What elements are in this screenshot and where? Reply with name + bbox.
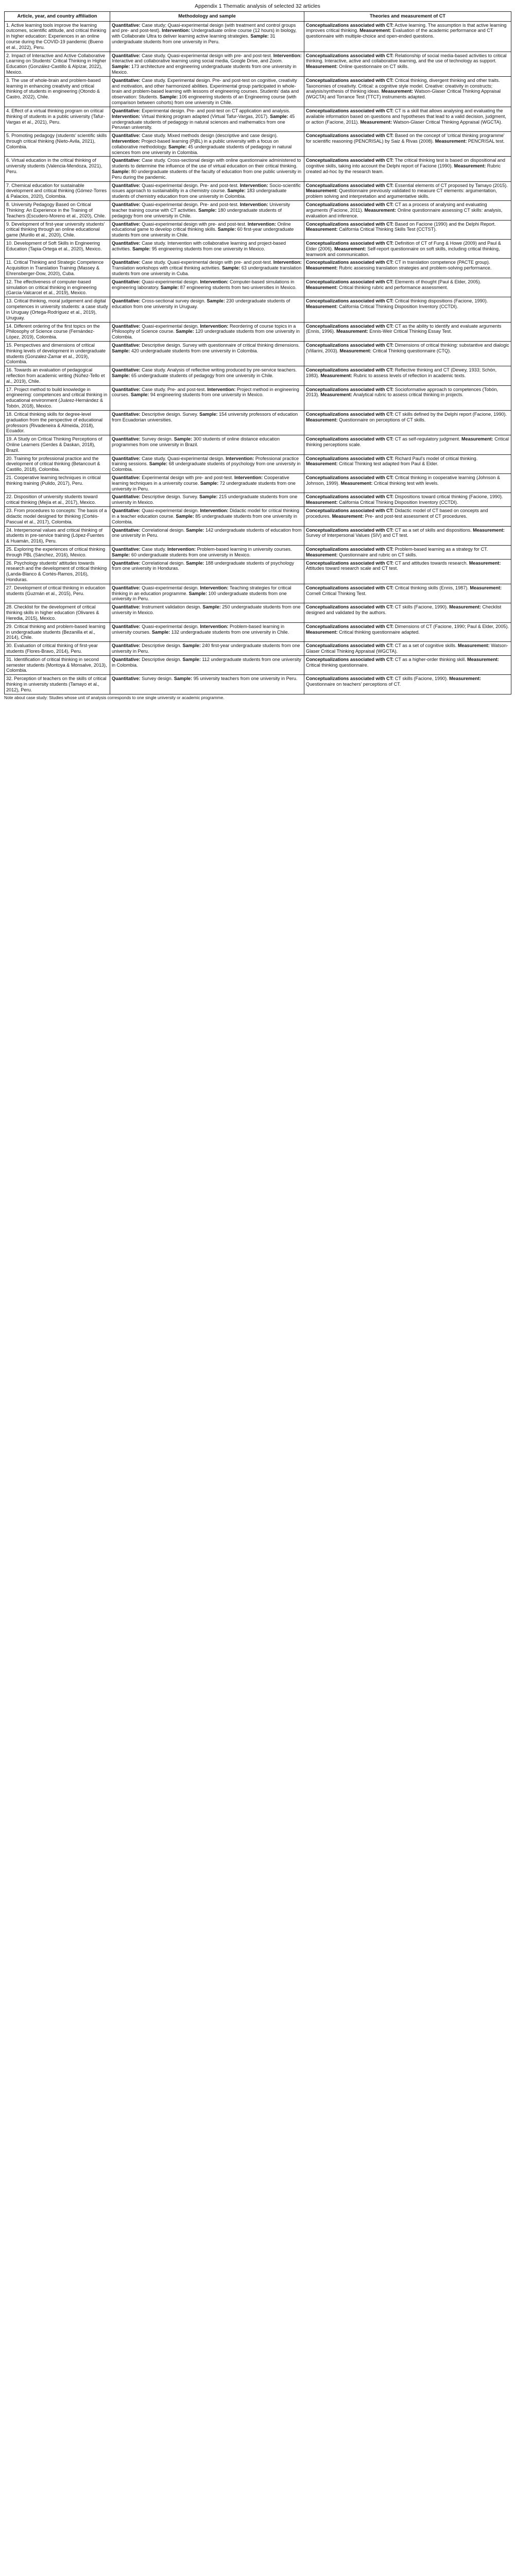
table-row [5, 220, 511, 239]
cell-theory: Conceptualizations associated with CT: CT as the ability to identify and evaluate arguments (Ennis, 1996). Measurement: Ennis-Weir Critical Thinking Essay Test. [304, 322, 511, 341]
cell-article: 9. Development of first-year university students' critical thinking through an online educational game (Murillo et al., 2020), Chile. [5, 220, 110, 239]
cell-article: 23. From procedures to concepts: The basis of a didactic model designed for thinking (Cortés-Pascual et al., 2017), Colombia. [5, 507, 110, 526]
cell-theory: Conceptualizations associated with CT: CT skills (Facione, 1990). Measurement: Checklist designed and validated by the authors. [304, 603, 511, 622]
cell-method: Quantitative: Instrument validation design. Sample: 250 undergraduate students from one university in Mexico. [110, 603, 304, 622]
cell-article: 18. Critical thinking skills for degree-level graduation from the perspective of educational professors (Rivadeneira & Almeida, 2018), Ecuador. [5, 410, 110, 435]
cell-method: Quantitative: Case study. Experimental design. Pre- and post-test on cognitive, creativity and motivation, and other harmonized abilities. Experimental group participated in whole-brain and problem-based learning with lessons of engineering courses. Students' data and observation: Students. Sample: 106 engineering students of an Engineering course (with comparison between cohorts) from one university in Chile. [110, 76, 304, 107]
cell-method: Quantitative: Quasi-experimental design. Intervention: Computer-based simulations in engineering laboratory. Sample: 87 engineering students from two universities in Mexico. [110, 278, 304, 297]
header-article: Article, year, and country affiliation [5, 12, 110, 21]
cell-theory: Conceptualizations associated with CT: Reflective thinking and CT (Dewey, 1933; Schön, 1983). Measurement: Rubric to assess levels of reflection in academic texts. [304, 366, 511, 385]
cell-method: Quantitative: Descriptive design. Sample: 112 undergraduate students from one university in Colombia. [110, 655, 304, 674]
table-row [5, 507, 511, 526]
cell-method: Quantitative: Quasi-experimental design. Intervention: Reordering of course topics in a Philosophy of Science course. Sample: 120 undergraduate students from one university in Colombia. [110, 322, 304, 341]
cell-theory: Conceptualizations associated with CT: Critical thinking, divergent thinking and other traits. Taxonomies of creativity. Critical: a cognitive style model. Creative: creativity in constructs; analysis/synthesis of thinking ideas. Measurement: Watson-Glaser Critical Thinking Appraisal (WGCTA) and Torrance Test (TTCT) instruments adapted. [304, 76, 511, 107]
cell-theory: Conceptualizations associated with CT: Dimensions of CT (Facione, 1990; Paul & Elder, 2005). Measurement: Critical thinking questionnaire adapted. [304, 622, 511, 641]
cell-method: Quantitative: Correlational design. Sample: 142 undergraduate students of education from one university in Peru. [110, 526, 304, 545]
cell-theory: Conceptualizations associated with CT: Elements of thought (Paul & Elder, 2005). Measurement: Critical thinking rubric and performance assessment. [304, 278, 511, 297]
cell-article: 2. Impact of Interactive and Active Collaborative Learning on Students' Critical Thinking in Higher Education (González-Castillo & Alpízar, 2022), Mexico. [5, 52, 110, 76]
cell-method: Quantitative: Case study. Quasi-experimental design with pre- and post-test. Intervention: Interactive and collaborative learning using social media, Google Drive, and Zoom. Sample: 173 architecture and engineering undergraduate students from one university in Mexico. [110, 52, 304, 76]
cell-method: Quantitative: Case study. Cross-sectional design with online questionnaire administered to students to determine the influence of the use of virtual education on their critical thinking. Sample: 80 undergraduate students of the faculty of education from one public university in Peru during the pandemic. [110, 157, 304, 181]
table-row [5, 435, 511, 454]
table-row [5, 107, 511, 131]
table-row [5, 21, 511, 52]
cell-article: 29. Critical thinking and problem-based learning in undergraduate students (Bezanilla et al., 2014), Chile. [5, 622, 110, 641]
table-row [5, 181, 511, 200]
table-row [5, 157, 511, 181]
cell-theory: Conceptualizations associated with CT: Socioformative approach to competences (Tobón, 2013). Measurement: Analytical rubric to assess critical thinking in projects. [304, 385, 511, 410]
cell-method: Quantitative: Case study. Pre- and post-test. Intervention: Project method in engineering courses. Sample: 94 engineering students from one university in Mexico. [110, 385, 304, 410]
cell-article: 14. Different ordering of the first topics on the Philosophy of Science course (Fernández-López, 2019), Colombia. [5, 322, 110, 341]
cell-theory: Conceptualizations associated with CT: Critical thinking dispositions (Facione, 1990). Measurement: California Critical Thinking Disposition Inventory (CCTDI). [304, 297, 511, 322]
cell-theory: Conceptualizations associated with CT: Definition of CT of Fung & Howe (2009) and Paul & Elder (2006). Measurement: Self-report questionnaire on soft skills, including critical thinking, teamwork and communication. [304, 239, 511, 258]
cell-method: Quantitative: Survey design. Sample: 300 students of online distance education programmes from one university in Brazil. [110, 435, 304, 454]
table-row [5, 655, 511, 674]
table-title: Appendix 1 Thematic analysis of selected 32 articles [195, 3, 320, 9]
table-row [5, 559, 511, 584]
cell-article: 31. Identification of critical thinking in second semester students (Montoya & Monsalve, 2013), Colombia. [5, 655, 110, 674]
cell-article: 25. Exploring the experiences of critical thinking through PBL (Sánchez, 2016), Mexico. [5, 545, 110, 559]
table-row [5, 322, 511, 341]
header-theory: Theories and measurement of CT [304, 12, 511, 21]
cell-theory: Conceptualizations associated with CT: Active learning. The assumption is that active learning improves critical thinking. Measurement: Evaluation of the academic performance and CT questionnaire with multiple-choice and open-ended questions. [304, 21, 511, 52]
cell-article: 24. Interpersonal values and critical thinking of students in pre-service training (López-Fuentes & Huamán, 2016), Peru. [5, 526, 110, 545]
cell-article: 21. Cooperative learning techniques in critical thinking training (Pulido, 2017), Peru. [5, 474, 110, 493]
cell-theory: Conceptualizations associated with CT: CT and attitudes towards research. Measurement: Attitudes toward research scale and CT test. [304, 559, 511, 584]
table-row [5, 474, 511, 493]
cell-method: Quantitative: Quasi-experimental design. Intervention: Teaching strategies for critical thinking in an education programme. Sample: 100 undergraduate students from one university in Peru. [110, 584, 304, 603]
cell-method: Quantitative: Case study. Quasi-experimental design with pre- and post-test. Intervention: Translation workshops with critical thinking activities. Sample: 63 undergraduate translation students from one university in Cuba. [110, 259, 304, 278]
cell-theory: Conceptualizations associated with CT: CT as a higher-order thinking skill. Measurement: Critical thinking questionnaire. [304, 655, 511, 674]
cell-method: Quantitative: Experimental design with pre- and post-test. Intervention: Cooperative learning techniques in a university course. Sample: 72 undergraduate students from one university in Peru. [110, 474, 304, 493]
cell-method: Quantitative: Descriptive design. Survey. Sample: 215 undergraduate students from one university in Mexico. [110, 493, 304, 507]
cell-theory: Conceptualizations associated with CT: Essential elements of CT proposed by Tamayo (2015). Measurement: Questionnaire previously validated to measure CT elements: argumentation, problem solving and interpretation and argumentative skills. [304, 181, 511, 200]
cell-article: 19. A Study on Critical Thinking Perceptions of Online Learners (Gerdes & Daskan, 2018), Brazil. [5, 435, 110, 454]
cell-method: Quantitative: Quasi-experimental design. Intervention: Problem-based learning in university courses. Sample: 132 undergraduate students from one university in Chile. [110, 622, 304, 641]
cell-theory: Conceptualizations associated with CT: CT skills defined by the Delphi report (Facione, 1990). Measurement: Questionnaire on perceptions of CT skills. [304, 410, 511, 435]
table-row [5, 622, 511, 641]
cell-method: Quantitative: Case study. Intervention with collaborative learning and project-based activities. Sample: 95 engineering students from one university in Mexico. [110, 239, 304, 258]
cell-method: Quantitative: Experimental design. Pre- and post-test on CT application and analysis. Intervention: Virtual thinking program adapted (Virtual Tafur-Vargas, 2017). Sample: 45 undergraduate students of pedagogy in natural sciences and mathematics from one Peruvian university. [110, 107, 304, 131]
cell-theory: Conceptualizations associated with CT: CT as a set of skills and dispositions. Measurement: Survey of Interpersonal Values (SIV) and CT test. [304, 526, 511, 545]
header-method: Methodology and sample [110, 12, 304, 21]
table-row [5, 297, 511, 322]
table-row [5, 526, 511, 545]
cell-article: 27. Development of critical thinking in education students (Guzmán et al., 2015), Peru. [5, 584, 110, 603]
table-row [5, 278, 511, 297]
cell-theory: Conceptualizations associated with CT: Critical thinking in cooperative learning (Johnson & Johnson, 1999). Measurement: Critical thinking test with levels. [304, 474, 511, 493]
table-row [5, 76, 511, 107]
table-row [5, 239, 511, 258]
cell-theory: Conceptualizations associated with CT: CT is a skill that allows analysing and evaluating the available information based on questions and hypotheses that lead to a valid decision, judgment, or action (Facione, 2011). Measurement: Watson-Glaser Critical Thinking Appraisal (WGCTA). [304, 107, 511, 131]
cell-article: 8. University Pedagogy Based on Critical Thinking: An Experience in the Training of Teachers (Escudero-Moreno et al., 2020), Chile. [5, 201, 110, 220]
cell-theory: Conceptualizations associated with CT: CT as a process of analysing and evaluating arguments (Facione, 2011). Measurement: Online questionnaire assessing CT skills: analysis, evaluation and inference. [304, 201, 511, 220]
thematic-analysis-table [4, 11, 511, 694]
cell-article: 26. Psychology students' attitudes towards research and the development of critical thinking (Landa-Blanco & Cortés-Ramos, 2016), Honduras. [5, 559, 110, 584]
cell-theory: Conceptualizations associated with CT: Problem-based learning as a strategy for CT. Measurement: Questionnaire and rubric on CT skills. [304, 545, 511, 559]
table-row [5, 132, 511, 157]
cell-theory: Conceptualizations associated with CT: CT in translation competence (PACTE group). Measurement: Rubric assessing translation strategies and problem-solving performance. [304, 259, 511, 278]
cell-method: Quantitative: Case study. Analysis of reflective writing produced by pre-service teachers. Sample: 65 undergraduate students of pedagogy from one university in Chile. [110, 366, 304, 385]
table-row [5, 454, 511, 473]
cell-article: 12. The effectiveness of computer-based simulation on critical thinking in engineering (Garcia-Valcarcel et al., 2019), Mexico. [5, 278, 110, 297]
cell-method: Quantitative: Case study. Mixed methods design (descriptive and case design). Intervention: Project-based learning (PjBL) in a public university with a focus on collaborative methodology. Sample: 45 undergraduate students of pedagogy in natural sciences from one university in Colombia. [110, 132, 304, 157]
table-header-row [5, 12, 511, 21]
table-row [5, 385, 511, 410]
cell-article: 30. Evaluation of critical thinking of first-year students (Flores-Bravo, 2014), Peru. [5, 642, 110, 656]
cell-article: 16. Towards an evaluation of pedagogical reflection from academic writing (Núñez-Tello et al., 2019), Chile. [5, 366, 110, 385]
cell-method: Quantitative: Descriptive design. Sample: 240 first-year undergraduate students from one university in Peru. [110, 642, 304, 656]
cell-theory: Conceptualizations associated with CT: Dispositions toward critical thinking (Facione, 1990). Measurement: California Critical Thinking Disposition Inventory (CCTDI). [304, 493, 511, 507]
table-row [5, 341, 511, 366]
table-row [5, 584, 511, 603]
cell-theory: Conceptualizations associated with CT: CT as self-regulatory judgment. Measurement: Critical thinking perceptions scale. [304, 435, 511, 454]
cell-method: Quantitative: Survey design. Sample: 95 university teachers from one university in Peru. [110, 675, 304, 694]
cell-theory: Conceptualizations associated with CT: Critical thinking skills (Ennis, 1987). Measurement: Cornell Critical Thinking Test. [304, 584, 511, 603]
cell-method: Quantitative: Correlational design. Sample: 188 undergraduate students of psychology from one university in Honduras. [110, 559, 304, 584]
cell-theory: Conceptualizations associated with CT: Dimensions of critical thinking: substantive and dialogic (Villarini, 2003). Measurement: Critical Thinking questionnaire (CTQ). [304, 341, 511, 366]
cell-theory: Conceptualizations associated with CT: CT skills (Facione, 1990). Measurement: Questionnaire on teachers' perceptions of CT. [304, 675, 511, 694]
table-row [5, 545, 511, 559]
cell-article: 32. Perception of teachers on the skills of critical thinking in university students (Tamayo et al., 2012), Peru. [5, 675, 110, 694]
cell-article: 1. Active learning tools improve the learning outcomes, scientific attitude, and critical thinking in higher education: Experiences in an online course during the COVID-19 pandemic (Bueno et al., 2022), Peru. [5, 21, 110, 52]
cell-theory: Conceptualizations associated with CT: Relationship of social media-based activities to critical thinking. Interactive, active and collaborative learning, and the use of technology as support. Measurement: Online questionnaire on CT skills. [304, 52, 511, 76]
cell-article: 11. Critical Thinking and Strategic Competence Acquisition in Translation Training (Massey & Ehrensberger-Dow, 2020), Cuba. [5, 259, 110, 278]
cell-article: 28. Checklist for the development of critical thinking skills in higher education (Olivares & Heredia, 2015), Mexico. [5, 603, 110, 622]
cell-method: Quantitative: Descriptive design. Survey with questionnaire of critical thinking dimensions. Sample: 420 undergraduate students from one university in Colombia. [110, 341, 304, 366]
cell-theory: Conceptualizations associated with CT: Richard Paul's model of critical thinking. Measurement: Critical Thinking test adapted from Paul & Elder. [304, 454, 511, 473]
table-row [5, 675, 511, 694]
cell-article: 5. Promoting pedagogy (students' scientific skills through critical thinking (Nieto-Avila, 2021), Colombia. [5, 132, 110, 157]
table-row [5, 259, 511, 278]
table-row [5, 52, 511, 76]
cell-method: Quantitative: Case study; Quasi-experimental design (with treatment and control groups and pre- and post-test). Intervention: Undergraduate online course (12 hours) in biology, with Collaborate Ultra to deliver learning active learning strategies. Sample: 31 undergraduate students from one university in Peru. [110, 21, 304, 52]
cell-article: 13. Critical thinking, moral judgement and digital competences in university students: a case study in Uruguay (Ortega-Rodríguez et al., 2019), Uruguay. [5, 297, 110, 322]
cell-method: Quantitative: Descriptive design. Survey. Sample: 154 university professors of education from Ecuadorian universities. [110, 410, 304, 435]
table-row [5, 493, 511, 507]
cell-method: Quantitative: Case study. Intervention: Problem-based learning in university courses. Sample: 60 undergraduate students from one university in Mexico. [110, 545, 304, 559]
cell-method: Quantitative: Case study. Quasi-experimental design. Intervention: Professional practice training sessions. Sample: 68 undergraduate students of psychology from one university in Colombia. [110, 454, 304, 473]
table-row [5, 201, 511, 220]
cell-method: Quantitative: Quasi-experimental design. Intervention: Didactic model for critical thinking in a teacher education course. Sample: 85 undergraduate students from one university in Colombia. [110, 507, 304, 526]
cell-method: Quantitative: Quasi-experimental design. Pre- and post-test. Intervention: University teacher training course with CT activities. Sample: 180 undergraduate students of pedagogy from one university in Chile. [110, 201, 304, 220]
cell-article: 3. The use of whole-brain and problem-based learning in enhancing creativity and critical thinking of students in engineering (Otondo & Castro, 2022), Chile. [5, 76, 110, 107]
cell-theory: Conceptualizations associated with CT: Didactic model of CT based on concepts and procedures. Measurement: Pre- and post-test assessment of CT procedures. [304, 507, 511, 526]
table-row [5, 410, 511, 435]
cell-theory: Conceptualizations associated with CT: Based on the concept of 'critical thinking programme' for scientific reasoning (PENCRISAL) by Saiz & Rivas (2008). Measurement: PENCRISAL test. [304, 132, 511, 157]
cell-article: 15. Perspectives and dimensions of critical thinking levels of development in undergraduate students (Gonzalez-Zamar et al., 2019), Colombia. [5, 341, 110, 366]
cell-method: Quantitative: Cross-sectional survey design. Sample: 230 undergraduate students of education from one university in Uruguay. [110, 297, 304, 322]
cell-method: Quantitative: Quasi-experimental design with pre- and post-test. Intervention: Online educational game to develop critical thinking skills. Sample: 60 first-year undergraduate students from one university in Chile. [110, 220, 304, 239]
cell-article: 17. Project method to build knowledge in engineering: competences and critical thinking in educational environment (Juárez-Hernández & Tobón, 2018), Mexico. [5, 385, 110, 410]
table-row [5, 366, 511, 385]
table-body [5, 21, 511, 694]
cell-article: 10. Development of Soft Skills in Engineering Education (Tapia-Ortega et al., 2020), Mexico. [5, 239, 110, 258]
cell-article: 20. Training for professional practice and the development of critical thinking (Betancourt & Castillo, 2018), Colombia. [5, 454, 110, 473]
cell-article: 7. Chemical education for sustainable development and critical thinking (Gómez-Torres & Palacios, 2020), Colombia. [5, 181, 110, 200]
table-row [5, 603, 511, 622]
cell-theory: Conceptualizations associated with CT: CT as a set of cognitive skills. Measurement: Watson-Glaser Critical Thinking Appraisal (WGCTA). [304, 642, 511, 656]
cell-article: 4. Effect of a virtual thinking program on critical thinking of students in a public university (Tafur-Vargas et al., 2021), Peru. [5, 107, 110, 131]
table-row [5, 642, 511, 656]
cell-method: Quantitative: Quasi-experimental design. Pre- and post-test. Intervention: Socio-scientific issues approach to sustainability in a chemistry course. Sample: 183 undergraduate students of chemistry education from one university in Colombia. [110, 181, 304, 200]
cell-theory: Conceptualizations associated with CT: The critical thinking test is based on dispositional and cognitive skills, taking into account the Delphi report of Facione (1990). Measurement: Rubric created ad-hoc by the research team. [304, 157, 511, 181]
table-note: Note about case study: Studies whose unit of analysis corresponds to one single university or academic programme. [4, 694, 225, 700]
cell-article: 6. Virtual education in the critical thinking of university students (Valencia-Mendoza, 2021), Peru. [5, 157, 110, 181]
cell-theory: Conceptualizations associated with CT: Based on Facione (1990) and the Delphi Report. Measurement: California Critical Thinking Skills Test (CCTST). [304, 220, 511, 239]
cell-article: 22. Disposition of university students toward critical thinking (Mejía et al., 2017), Mexico. [5, 493, 110, 507]
